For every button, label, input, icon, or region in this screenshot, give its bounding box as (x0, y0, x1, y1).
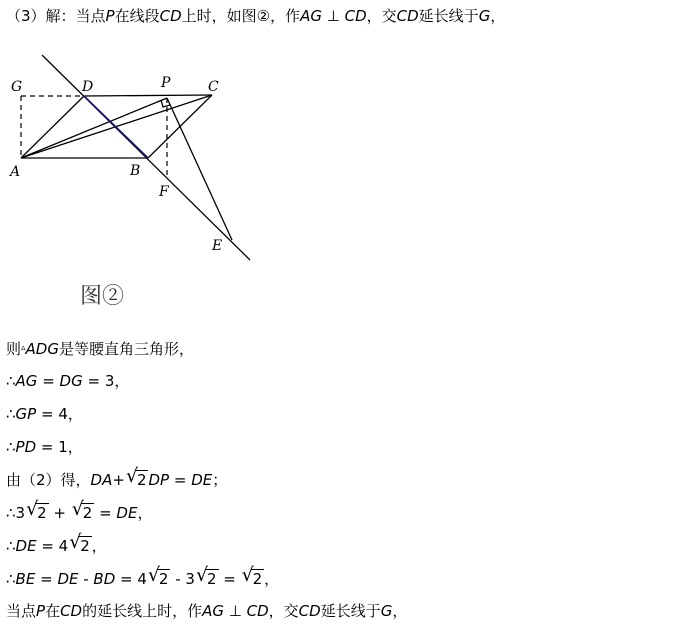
minus-value: - 3 (170, 570, 195, 588)
equals: = (37, 372, 60, 390)
segment-be: BE (15, 570, 36, 588)
sqrt-radicand: 2 (37, 504, 47, 522)
heading-text: 延长线于 (418, 7, 479, 25)
geometry-figure (0, 40, 270, 270)
label-f: F (159, 184, 169, 200)
figure-caption: 图② (80, 284, 125, 309)
perp-symbol: ⊥ (224, 602, 247, 620)
label-c: C (208, 79, 219, 95)
segment-cd: CD (60, 602, 83, 620)
therefore-symbol: ∴ (6, 372, 16, 390)
point-p: P (36, 602, 46, 620)
text: 是等腰直角三角形， (58, 340, 194, 358)
line-3sqrt2 (6, 498, 153, 523)
equals: = (94, 504, 117, 522)
sqrt-radicand: 2 (252, 570, 263, 588)
segment-gc (84, 95, 212, 96)
therefore-symbol: ∴ (6, 504, 16, 522)
segment-pe (167, 98, 232, 240)
sqrt: √ 2 (195, 564, 217, 588)
perp-symbol: ⊥ (321, 7, 345, 25)
segment-de: DE (15, 537, 37, 555)
text: ， (137, 504, 153, 522)
point-g: G (478, 7, 491, 25)
therefore-symbol: ∴ (6, 537, 16, 555)
segment-de: DE (191, 471, 213, 489)
equals-value: = 4 (36, 537, 69, 555)
line-from-part2 (6, 465, 228, 490)
line-be (6, 564, 280, 589)
text: ， (91, 537, 107, 555)
plus: + (48, 504, 71, 522)
triangle-adg: ADG (25, 340, 59, 358)
equals: = (218, 570, 241, 588)
heading-text: （3）解：当点 (6, 7, 106, 25)
segment-de: DE (116, 504, 138, 522)
heading-text: 在线段 (114, 7, 160, 25)
segment-pd: PD (15, 438, 37, 456)
text: 在 (45, 602, 61, 620)
sqrt: √ 2 (69, 531, 90, 555)
therefore-symbol: ∴ (6, 570, 16, 588)
sqrt-radicand: 2 (80, 537, 90, 555)
line-ag-dg (6, 371, 129, 391)
equals-value: = 4， (36, 405, 83, 423)
label-g: G (11, 79, 23, 95)
minus: - (78, 570, 94, 588)
sqrt-radicand: 2 (206, 570, 217, 588)
label-p: P (161, 75, 171, 91)
solution-heading (6, 6, 505, 26)
text: 当点 (6, 602, 37, 620)
segment-db (84, 96, 148, 158)
therefore-symbol: ∴ (6, 405, 16, 423)
label-b: B (130, 163, 141, 179)
line-de (6, 531, 107, 556)
segment-cd: CD (344, 7, 367, 25)
text: 的延长线上时，作 (82, 602, 203, 620)
triangle-symbol: ▵ (21, 343, 26, 353)
plus: + (112, 471, 125, 489)
segment-bd: BD (93, 570, 116, 588)
segment-cd: CD (396, 7, 419, 25)
segment-de: DE (57, 570, 79, 588)
line-pd (6, 437, 83, 457)
point-g: G (380, 602, 393, 620)
heading-text: ，交 (366, 7, 397, 25)
sqrt: √ 2 (125, 465, 147, 489)
segment-da: DA (90, 471, 113, 489)
equals-value: = 4 (115, 570, 147, 588)
sqrt: √ 2 (71, 498, 93, 522)
therefore-symbol: ∴ (6, 438, 16, 456)
sqrt-radicand: 2 (158, 570, 169, 588)
heading-text: ， (490, 7, 506, 25)
sqrt: √ 2 (241, 564, 263, 588)
segment-ag: AG (300, 7, 322, 25)
segment-ag: AG (15, 372, 38, 390)
text: 则 (6, 340, 22, 358)
segment-gp: GP (15, 405, 37, 423)
text: ，交 (268, 602, 299, 620)
segment-cd: CD (159, 7, 182, 25)
label-e: E (212, 238, 223, 254)
segment-cd: CD (246, 602, 269, 620)
segment-ag: AG (202, 602, 225, 620)
line-extension-case (6, 601, 407, 621)
text: 延长线于 (320, 602, 381, 620)
text: 由（2）得， (6, 471, 91, 489)
segment-ad (21, 96, 84, 158)
text: ， (264, 570, 280, 588)
sqrt-radicand: 2 (82, 504, 93, 522)
sqrt: √ 2 (26, 498, 47, 522)
label-d: D (82, 79, 94, 95)
equals: = (169, 471, 192, 489)
segment-dg: DG (59, 372, 83, 390)
label-a: A (10, 164, 21, 180)
text: ， (392, 602, 408, 620)
text: ； (212, 471, 228, 489)
heading-text: 上时，如图②，作 (181, 7, 301, 25)
equals: = (35, 570, 58, 588)
segment-cd: CD (298, 602, 321, 620)
segment-dp: DP (148, 471, 170, 489)
equals-value: = 1， (36, 438, 83, 456)
sqrt-radicand: 2 (136, 471, 147, 489)
line-gp (6, 404, 83, 424)
point-p: P (105, 7, 115, 25)
sqrt: √ 2 (147, 564, 169, 588)
line-triangle (6, 338, 194, 359)
equals-value: = 3， (82, 372, 130, 390)
coefficient: 3 (15, 504, 26, 522)
